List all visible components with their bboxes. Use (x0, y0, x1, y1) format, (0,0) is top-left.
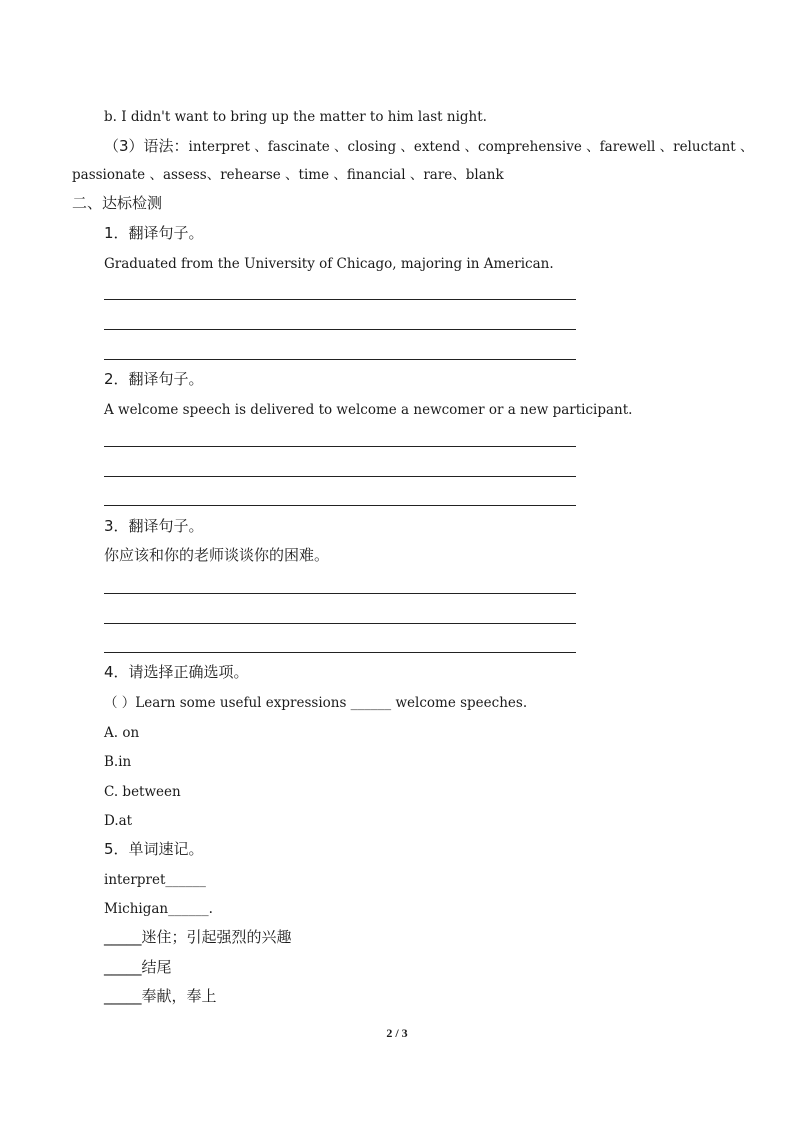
q5-label: 5．单词速记。 (104, 840, 204, 858)
example-sentence-b: b. I didn't want to bring up the matter to him last night. (104, 109, 487, 125)
q4-option-a: A. on (104, 725, 140, 741)
grammar-words-1: interpret 、fascinate 、closing 、extend 、comprehensive 、farewell 、reluctant 、 (188, 139, 754, 155)
q5-item-closing: _____结尾 (104, 958, 172, 976)
answer-line (104, 652, 576, 653)
q4-option-d: D.at (104, 813, 133, 829)
section-heading: 二、达标检测 (72, 194, 163, 212)
answer-line (104, 446, 576, 447)
q1-label: 1．翻译句子。 (104, 224, 204, 242)
q4-label: 4．请选择正确选项。 (104, 663, 249, 681)
answer-line (104, 476, 576, 477)
q4-option-c: C. between (104, 784, 181, 800)
answer-line (104, 593, 576, 594)
q4-stem: （ ）Learn some useful expressions ______ welcome speeches. (104, 695, 528, 711)
q1-text: Graduated from the University of Chicago, majoring in American. (104, 256, 554, 272)
q5-item-interpret: interpret______ (104, 872, 206, 888)
grammar-label: （3）语法： (104, 137, 189, 155)
answer-line (104, 299, 576, 300)
answer-line (104, 623, 576, 624)
q3-label: 3．翻译句子。 (104, 517, 204, 535)
q5-item-dedicate: _____奉献，奉上 (104, 987, 217, 1005)
q3-text: 你应该和你的老师谈谈你的困难。 (104, 546, 330, 564)
answer-line (104, 329, 576, 330)
q5-item-fascinate: _____迷住；引起强烈的兴趣 (104, 928, 292, 946)
q4-option-b: B.in (104, 754, 132, 770)
page-number: 2 / 3 (386, 1026, 408, 1040)
q5-item-michigan: Michigan______. (104, 901, 213, 917)
answer-line (104, 359, 576, 360)
grammar-words-2: passionate 、assess、rehearse 、time 、financial 、rare、blank (72, 167, 504, 183)
grammar-line-1 (104, 136, 754, 156)
answer-line (104, 505, 576, 506)
q2-text: A welcome speech is delivered to welcome a newcomer or a new participant. (104, 402, 633, 418)
q2-label: 2．翻译句子。 (104, 370, 204, 388)
